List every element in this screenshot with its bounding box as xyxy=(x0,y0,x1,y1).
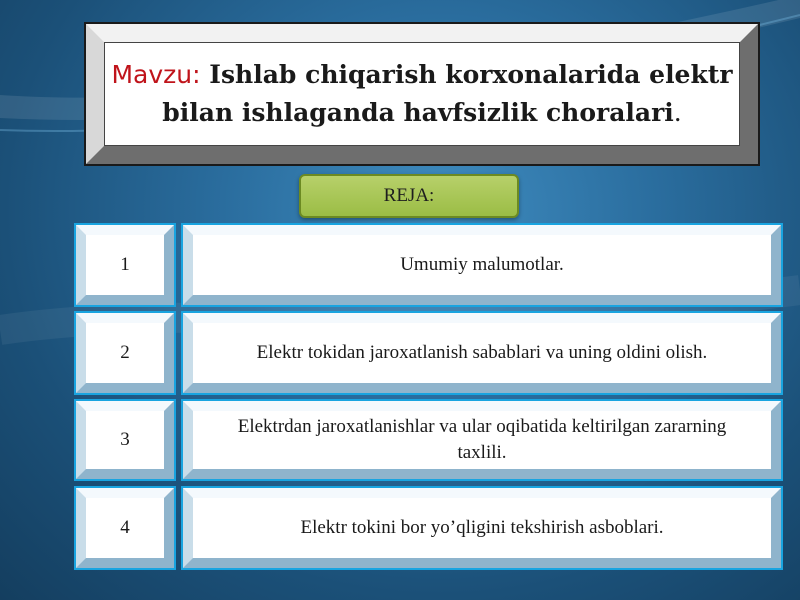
title-box xyxy=(86,24,758,164)
title-period: . xyxy=(673,98,682,127)
slide-title xyxy=(104,56,740,132)
item-text-2: Elektr tokidan jaroxatlanish sabablari va uning oldini olish. xyxy=(183,313,781,393)
item-number-3: 3 xyxy=(76,401,174,479)
plan-button[interactable]: REJA: xyxy=(299,174,519,218)
title-text: Ishlab chiqarish korxonalarida elektr bilan ishlaganda havfsizlik choralari xyxy=(162,60,733,127)
item-number-4: 4 xyxy=(76,488,174,568)
item-text-4: Elektr tokini bor yo’qligini tekshirish asboblari. xyxy=(183,488,781,568)
item-text-1: Umumiy malumotlar. xyxy=(183,225,781,305)
item-number-1: 1 xyxy=(76,225,174,305)
item-text-3: Elektrdan jaroxatlanishlar va ular oqibatida keltirilgan zararning taxlili. xyxy=(183,401,781,479)
title-prefix: Mavzu: xyxy=(111,60,201,89)
item-number-2: 2 xyxy=(76,313,174,393)
